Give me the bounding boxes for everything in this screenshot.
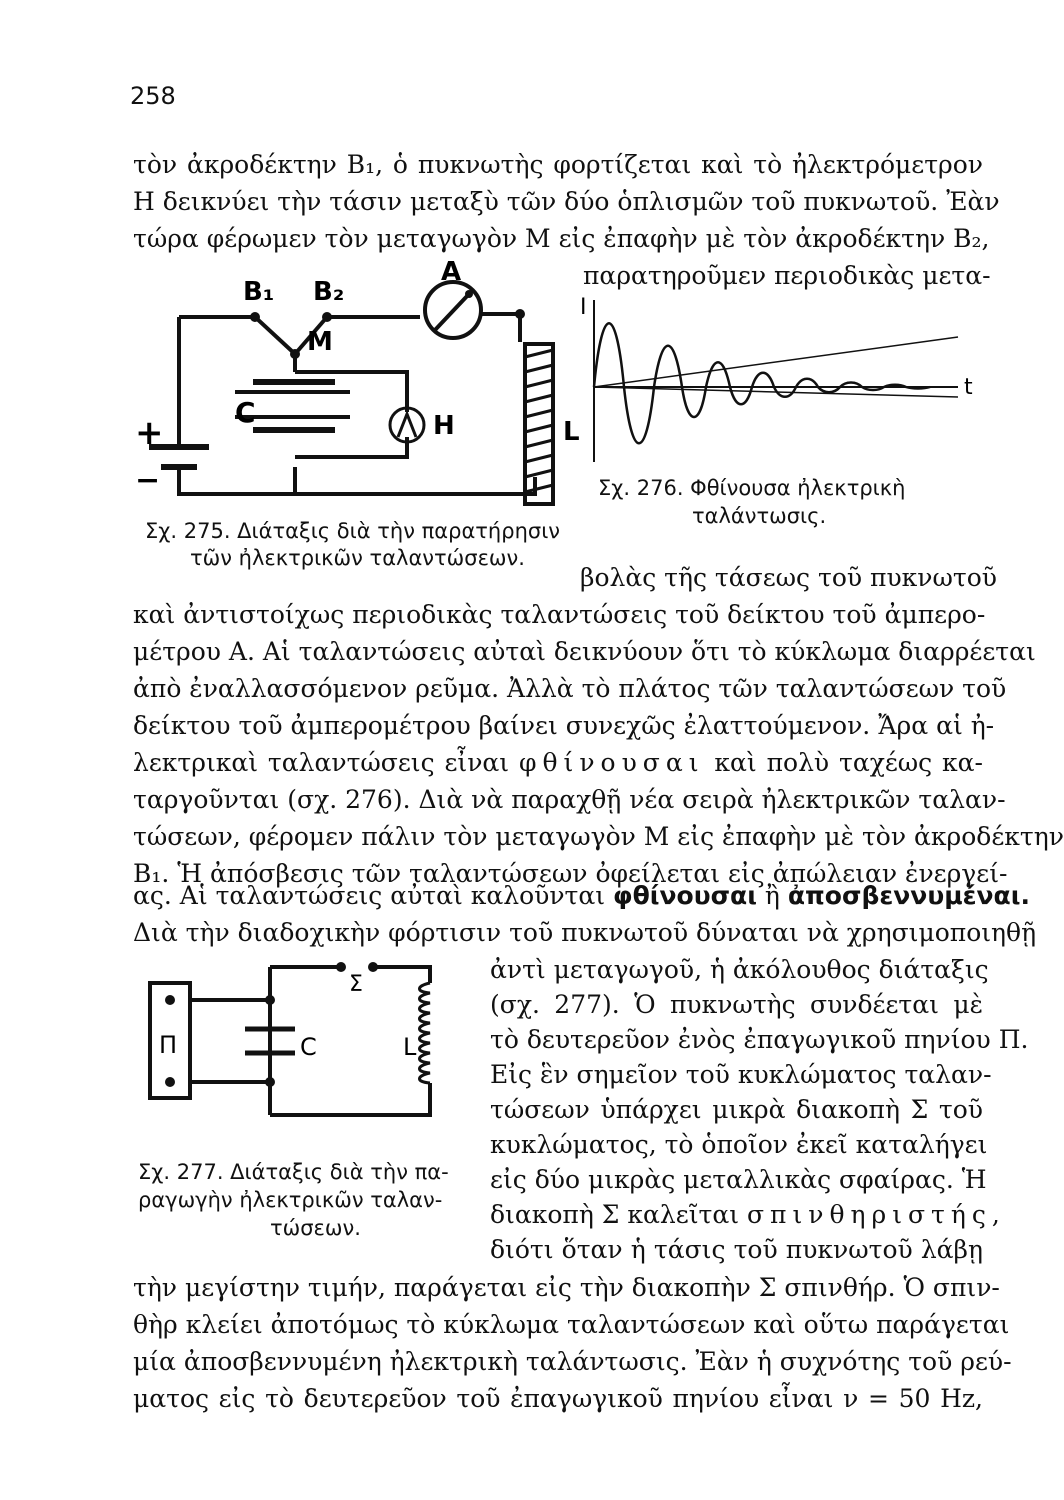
text-segment: ἢ xyxy=(764,881,780,910)
text-line: παρατηροῦμεν περιοδικὰς μετα- xyxy=(583,261,991,290)
label-i: I xyxy=(580,295,587,320)
text-segment: ας. Αἱ ταλαντώσεις αὐταὶ καλοῦνται xyxy=(133,881,606,910)
text-line: τώσεων, φέρομεν πάλιν τὸν μεταγωγὸν Μ εἰς ἐπαφὴν μὲ τὸν ἀκροδέκτην xyxy=(133,822,1064,851)
text-line xyxy=(490,1200,1006,1229)
text-line-bold xyxy=(133,881,1030,910)
bold-term: ἀποσβεννυμέναι. xyxy=(787,881,1030,910)
fig275-caption: τῶν ἠλεκτρικῶν ταλαντώσεων. xyxy=(190,546,525,570)
label-plus: + xyxy=(135,413,164,453)
figure-275-circuit xyxy=(135,257,580,522)
text-line: (σχ. 277). Ὁ πυκνωτὴς συνδέεται μὲ xyxy=(490,990,983,1019)
label-a: A xyxy=(441,257,462,287)
text-line: Η δεικνύει τὴν τάσιν μεταξὺ τῶν δύο ὁπλισμῶν τοῦ πυκνωτοῦ. Ἐὰν xyxy=(133,187,1000,216)
fig277-caption: Σχ. 277. Διάταξις διὰ τὴν πα- xyxy=(138,1160,449,1184)
figure-276-damped-oscillation xyxy=(580,292,980,472)
label-b1: B₁ xyxy=(243,277,275,307)
text-line: Διὰ τὴν διαδοχικὴν φόρτισιν τοῦ πυκνωτοῦ δύναται νὰ χρησιμοποιηθῇ xyxy=(133,918,1037,947)
label-l: L xyxy=(403,1033,417,1061)
fig277-caption: τώσεων. xyxy=(270,1216,361,1240)
text-line: δείκτου τοῦ ἀμπερομέτρου βαίνει συνεχῶς ἐλαττούμενον. Ἄρα αἱ ἠ- xyxy=(133,711,995,740)
text-line: τώρα φέρωμεν τὸν μεταγωγὸν Μ εἰς ἐπαφὴν μὲ τὸν ἀκροδέκτην Β₂, xyxy=(133,224,990,253)
text-segment: καὶ πολὺ ταχέως κα- xyxy=(714,748,984,777)
fig276-caption: Σχ. 276. Φθίνουσα ἠλεκτρικὴ xyxy=(598,476,906,500)
label-c: C xyxy=(300,1033,317,1061)
page-number: 258 xyxy=(130,82,176,110)
text-line: ταργοῦνται (σχ. 276). Διὰ νὰ παραχθῇ νέα σειρὰ ἠλεκτρικῶν ταλαν- xyxy=(133,785,1006,814)
fig276-caption: ταλάντωσις. xyxy=(692,504,827,528)
fig277-caption: ραγωγὴν ἠλεκτρικῶν ταλαν- xyxy=(138,1188,443,1212)
fig275-caption: Σχ. 275. Διάταξις διὰ τὴν παρατήρησιν xyxy=(145,519,561,543)
label-h: H xyxy=(433,411,455,441)
text-line: εἰς δύο μικρὰς μεταλλικὰς σφαίρας. Ἡ xyxy=(490,1165,987,1194)
label-p: Π xyxy=(159,1031,178,1059)
text-line: τὴν μεγίστην τιμήν, παράγεται εἰς τὴν διακοπὴν Σ σπινθήρ. Ὁ σπιν- xyxy=(133,1273,1000,1302)
text-segment: διακοπὴ Σ καλεῖται xyxy=(490,1200,740,1229)
text-line: ἀπὸ ἐναλλασσόμενον ρεῦμα. Ἀλλὰ τὸ πλάτος τῶν ταλαντώσεων τοῦ xyxy=(133,674,1007,703)
spaced-term: φθίνουσαι xyxy=(518,748,705,777)
spaced-term: σπινθηριστής, xyxy=(746,1200,1006,1229)
label-minus: − xyxy=(135,463,161,498)
text-segment: λεκτρικαὶ ταλαντώσεις εἶναι xyxy=(133,748,510,777)
text-line: βολὰς τῆς τάσεως τοῦ πυκνωτοῦ xyxy=(580,563,997,592)
label-c: C xyxy=(235,396,256,429)
text-line: ματος εἰς τὸ δευτερεῦον τοῦ ἐπαγωγικοῦ πηνίου εἶναι ν = 50 Ηz, xyxy=(133,1384,983,1413)
text-line xyxy=(133,748,983,777)
text-line: τώσεων ὑπάρχει μικρὰ διακοπὴ Σ τοῦ xyxy=(490,1095,983,1124)
text-line: μία ἀποσβεννυμένη ἠλεκτρικὴ ταλάντωσις. Ἐὰν ἡ συχνότης τοῦ ρεύ- xyxy=(133,1347,1012,1376)
label-sigma: Σ xyxy=(349,972,363,997)
bold-term: φθίνουσαι xyxy=(613,881,757,910)
label-t: t xyxy=(964,375,973,400)
text-line: μέτρου Α. Αἱ ταλαντώσεις αὐταὶ δεικνύουν ὅτι τὸ κύκλωμα διαρρέεται xyxy=(133,637,1036,666)
figure-277-spark-circuit xyxy=(145,955,455,1145)
text-line: Εἰς ἓν σημεῖον τοῦ κυκλώματος ταλαν- xyxy=(490,1060,992,1089)
label-b2: B₂ xyxy=(313,277,345,307)
text-line: θὴρ κλείει ἀποτόμως τὸ κύκλωμα ταλαντώσεων καὶ οὕτω παράγεται xyxy=(133,1310,1010,1339)
text-line: τὸν ἀκροδέκτην Β₁, ὁ πυκνωτὴς φορτίζεται καὶ τὸ ἠλεκτρόμετρον xyxy=(133,150,983,179)
text-line: Β₁. Ἡ ἀπόσβεσις τῶν ταλαντώσεων ὀφείλεται εἰς ἀπώλειαν ἐνεργεί- xyxy=(133,859,1008,888)
text-line: διότι ὅταν ἡ τάσις τοῦ πυκνωτοῦ λάβῃ xyxy=(490,1235,983,1264)
label-m: M xyxy=(307,327,333,357)
text-line: κυκλώματος, τὸ ὁποῖον ἐκεῖ καταλήγει xyxy=(490,1130,988,1159)
label-l: L xyxy=(563,417,580,447)
text-line: τὸ δευτερεῦον ἐνὸς ἐπαγωγικοῦ πηνίου Π. xyxy=(490,1025,1029,1054)
oscillation-curve xyxy=(594,323,930,443)
text-line: ἀντὶ μεταγωγοῦ, ἡ ἀκόλουθος διάταξις xyxy=(490,955,989,984)
text-line: καὶ ἀντιστοίχως περιοδικὰς ταλαντώσεις τοῦ δείκτου τοῦ ἀμπερο- xyxy=(133,600,986,629)
